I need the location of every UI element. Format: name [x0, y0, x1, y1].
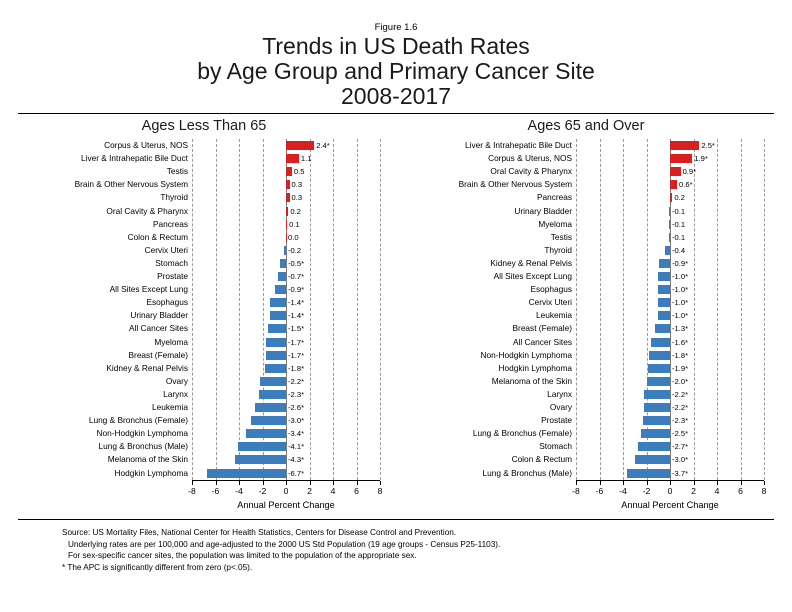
- chart-row: [400, 453, 764, 466]
- category-label: All Sites Except Lung: [109, 284, 188, 295]
- chart-row: [20, 205, 380, 218]
- x-tick-label: 8: [377, 485, 383, 496]
- chart-row: [20, 165, 380, 178]
- x-tick-label: 6: [738, 485, 743, 496]
- bar-value-label: 2.5*: [701, 141, 715, 150]
- category-label: Kidney & Renal Pelvis: [490, 257, 572, 268]
- panel-title-left: Ages Less Than 65: [141, 118, 267, 134]
- x-tick-label: 4: [330, 485, 336, 496]
- chart-row: [400, 388, 764, 401]
- x-tick: [717, 481, 718, 485]
- category-label: Larynx: [547, 388, 572, 399]
- bar-value-label: 2.4*: [316, 141, 330, 150]
- bar-value-label: 1.9*: [694, 154, 708, 164]
- category-label: Oral Cavity & Pharynx: [490, 166, 572, 177]
- x-tick: [380, 481, 381, 485]
- category-label: Hodgkin Lymphoma: [114, 467, 188, 478]
- bar: [670, 154, 692, 163]
- category-label: Hodgkin Lymphoma: [498, 362, 572, 373]
- category-label: Corpus & Uterus, NOS: [488, 153, 572, 164]
- bar: [669, 220, 670, 229]
- bar: [635, 455, 670, 464]
- category-label: Lung & Bronchus (Female): [88, 415, 188, 426]
- chart-row: [20, 414, 380, 427]
- bar-value-label: -6.7*: [288, 468, 305, 478]
- title-line-1: Trends in US Death Rates: [262, 33, 530, 59]
- bar-value-label: -0.5*: [288, 258, 305, 268]
- category-label: Lung & Bronchus (Male): [98, 441, 188, 452]
- bar-value-label: -1.0*: [672, 285, 689, 295]
- bar: [658, 272, 670, 281]
- bar-value-label: -4.3*: [288, 455, 305, 465]
- bar: [275, 285, 286, 294]
- bar: [286, 180, 290, 189]
- x-tick-label: 0: [283, 485, 289, 496]
- chart-row: [400, 309, 764, 322]
- category-label: Prostate: [541, 415, 572, 426]
- bar: [286, 154, 299, 163]
- category-label: Non-Hodgkin Lymphoma: [96, 428, 188, 439]
- bar-value-label: -0.9*: [672, 258, 689, 268]
- bar: [641, 429, 670, 438]
- category-label: Pancreas: [152, 218, 188, 229]
- chart-row: [400, 165, 764, 178]
- x-tick-label: -8: [572, 485, 580, 496]
- chart-row: [400, 440, 764, 453]
- bar: [280, 259, 286, 268]
- bar: [265, 364, 286, 373]
- chart-row: [20, 139, 380, 152]
- bar: [644, 390, 670, 399]
- x-tick-label: 2: [307, 485, 312, 496]
- bar-value-label: -1.3*: [672, 324, 689, 334]
- bar: [627, 469, 670, 478]
- bar-value-label: -0.1: [672, 232, 686, 242]
- bar-value-label: -0.9*: [288, 285, 305, 295]
- x-tick-label: -2: [258, 485, 267, 496]
- category-label: Thyroid: [160, 192, 188, 203]
- gridline: [380, 139, 382, 480]
- bar-value-label: -2.3*: [672, 416, 689, 426]
- title-line-2: by Age Group and Primary Cancer Site: [197, 58, 595, 84]
- x-tick-label: -4: [619, 485, 627, 496]
- category-label: Brain & Other Nervous System: [458, 179, 572, 190]
- x-tick-label: 0: [667, 485, 673, 496]
- bar: [235, 455, 286, 464]
- bar: [286, 220, 287, 229]
- chart-row: [400, 336, 764, 349]
- bar: [643, 416, 670, 425]
- bar-value-label: -1.8*: [672, 350, 689, 360]
- bar-value-label: 0.2: [674, 193, 685, 203]
- category-label: Kidney & Renal Pelvis: [106, 362, 188, 373]
- category-label: Myeloma: [538, 218, 572, 229]
- bar-value-label: -0.2: [288, 245, 302, 255]
- x-tick-label: 4: [714, 485, 720, 496]
- bar-value-label: -0.7*: [288, 272, 305, 281]
- bar-value-label: 1.1: [300, 154, 312, 164]
- chart-row: [20, 388, 380, 401]
- divider-top: [18, 113, 774, 114]
- category-label: Leukemia: [536, 310, 572, 321]
- category-label: Myeloma: [154, 336, 188, 347]
- x-tick: [600, 481, 601, 485]
- category-label: Larynx: [163, 388, 188, 399]
- bar-value-label: 0.9*: [682, 167, 697, 177]
- category-label: Colon & Rectum: [127, 231, 188, 242]
- x-tick: [647, 481, 648, 485]
- bar: [670, 193, 672, 202]
- bar-value-label: -1.7*: [288, 337, 305, 347]
- bar: [659, 259, 670, 268]
- category-label: Testis: [166, 166, 188, 177]
- chart-panel-65-over: [400, 118, 772, 514]
- category-label: Breast (Female): [128, 349, 188, 360]
- bar-value-label: 0.0: [288, 232, 299, 242]
- bar: [266, 351, 286, 360]
- bar-value-label: -2.2*: [672, 389, 689, 399]
- bar: [658, 311, 670, 320]
- chart-row: [20, 453, 380, 466]
- chart-row: [400, 322, 764, 335]
- category-label: Brain & Other Nervous System: [74, 179, 188, 190]
- footnote-significance: * The APC is significantly different from zero (p<.05).: [62, 562, 253, 572]
- bar-value-label: -2.2*: [288, 376, 305, 386]
- chart-panel-under-65: [20, 118, 388, 514]
- category-label: All Cancer Sites: [512, 336, 572, 347]
- bar: [286, 167, 292, 176]
- chart-row: [20, 322, 380, 335]
- x-tick-label: -2: [642, 485, 651, 496]
- chart-row: [20, 336, 380, 349]
- chart-row: [20, 283, 380, 296]
- bar-value-label: -3.0*: [288, 416, 305, 426]
- bar-value-label: -1.0*: [672, 311, 689, 321]
- chart-row: [20, 231, 380, 244]
- bar: [638, 442, 670, 451]
- bar-value-label: -3.4*: [288, 429, 305, 439]
- category-label: Melanoma of the Skin: [107, 454, 188, 465]
- footnote-source: Source: US Mortality Files, National Center for Health Statistics, Centers for Disease Control and Prevention.: [62, 528, 457, 537]
- bar-value-label: -1.9*: [672, 363, 689, 373]
- bar: [651, 338, 670, 347]
- bar: [669, 233, 670, 242]
- bar: [270, 298, 286, 307]
- bar-value-label: -1.7*: [288, 350, 305, 360]
- x-tick: [694, 481, 695, 485]
- bar: [658, 298, 670, 307]
- category-label: Thyroid: [544, 244, 572, 255]
- chart-row: [20, 467, 380, 480]
- chart-row: [400, 467, 764, 480]
- bar: [665, 246, 670, 255]
- chart-row: [400, 427, 764, 440]
- bar: [649, 351, 670, 360]
- bar: [278, 272, 286, 281]
- category-label: Melanoma of the Skin: [491, 375, 572, 386]
- footnotes: [62, 527, 500, 573]
- chart-row: [20, 257, 380, 270]
- category-label: All Cancer Sites: [128, 323, 188, 334]
- x-tick: [263, 481, 264, 485]
- x-tick-label: -4: [235, 485, 243, 496]
- chart-row: [20, 152, 380, 165]
- bar-value-label: -2.3*: [288, 389, 305, 399]
- chart-row: [400, 362, 764, 375]
- bar-value-label: -2.6*: [288, 403, 305, 412]
- bar: [260, 377, 286, 386]
- bar: [644, 403, 670, 412]
- x-tick: [192, 481, 193, 485]
- x-tick: [623, 481, 624, 485]
- chart-row: [400, 401, 764, 414]
- chart-row: [400, 231, 764, 244]
- bar-value-label: -3.0*: [672, 455, 689, 465]
- category-label: Esophagus: [530, 284, 572, 295]
- bar-value-label: -1.4*: [288, 311, 305, 321]
- x-tick: [357, 481, 358, 485]
- bar-value-label: -4.1*: [288, 442, 305, 452]
- divider-bottom: [18, 519, 774, 520]
- bar-value-label: 0.2: [290, 206, 301, 216]
- chart-row: [20, 244, 380, 257]
- chart-row: [20, 375, 380, 388]
- bar: [655, 324, 670, 333]
- x-tick: [310, 481, 311, 485]
- category-label: Leukemia: [152, 402, 188, 412]
- category-label: Oral Cavity & Pharynx: [106, 205, 188, 216]
- bar: [246, 429, 286, 438]
- chart-row: [400, 283, 764, 296]
- x-tick-label: -8: [188, 485, 196, 496]
- chart-row: [20, 309, 380, 322]
- chart-row: [400, 414, 764, 427]
- bar-value-label: 0.3: [291, 180, 303, 190]
- bar-value-label: -1.8*: [288, 363, 305, 373]
- bar: [266, 338, 286, 347]
- category-label: Liver & Intrahepatic Bile Duct: [465, 140, 572, 150]
- chart-row: [400, 139, 764, 152]
- category-label: Stomach: [155, 257, 188, 268]
- x-tick-label: -6: [595, 485, 604, 496]
- category-label: Corpus & Uterus, NOS: [104, 140, 188, 150]
- chart-row: [400, 244, 764, 257]
- chart-row: [20, 178, 380, 191]
- bar: [286, 233, 287, 242]
- category-label: Ovary: [165, 375, 188, 386]
- bar-value-label: -1.0*: [672, 272, 689, 281]
- footnote-sex-specific: For sex-specific cancer sites, the population was limited to the population of the appropriate sex.: [68, 551, 417, 561]
- chart-row: [400, 218, 764, 231]
- bar-value-label: -1.6*: [672, 337, 689, 347]
- category-label: Urinary Bladder: [130, 310, 188, 321]
- plot-area-right: [400, 139, 768, 514]
- footnote-rates: Underlying rates are per 100,000 and age-adjusted to the 2000 US Std Population (19 age groups - Census P25-1103).: [68, 539, 501, 549]
- bar-value-label: -0.1: [672, 219, 686, 229]
- bar: [286, 141, 314, 150]
- chart-row: [400, 205, 764, 218]
- category-label: Stomach: [539, 441, 572, 452]
- bar: [647, 377, 671, 386]
- x-tick-label: 2: [691, 485, 696, 496]
- category-label: Pancreas: [536, 192, 572, 203]
- chart-row: [400, 375, 764, 388]
- bar-value-label: -2.2*: [672, 403, 689, 412]
- chart-row: [20, 191, 380, 204]
- chart-row: [20, 349, 380, 362]
- x-tick: [670, 481, 671, 485]
- chart-row: [20, 427, 380, 440]
- bar: [268, 324, 286, 333]
- title-line-3: 2008-2017: [341, 83, 451, 109]
- bar: [286, 193, 290, 202]
- category-label: Colon & Rectum: [511, 454, 572, 465]
- bar-value-label: -1.5*: [288, 324, 305, 334]
- chart-row: [20, 401, 380, 414]
- bar: [670, 167, 681, 176]
- figure-number: Figure 1.6: [374, 22, 418, 33]
- bar: [670, 141, 699, 150]
- category-label: Testis: [550, 231, 572, 242]
- bar-value-label: -2.5*: [672, 429, 689, 439]
- x-tick: [576, 481, 577, 485]
- bar-value-label: -0.1: [672, 206, 686, 216]
- chart-row: [20, 362, 380, 375]
- bar: [259, 390, 286, 399]
- chart-row: [20, 440, 380, 453]
- bar: [284, 246, 286, 255]
- x-tick: [216, 481, 217, 485]
- chart-row: [400, 257, 764, 270]
- plot-area-left: [20, 139, 384, 514]
- category-label: Breast (Female): [512, 323, 572, 334]
- chart-row: [400, 152, 764, 165]
- bar-value-label: 0.3: [291, 193, 303, 203]
- bar: [286, 207, 288, 216]
- category-label: All Sites Except Lung: [493, 271, 572, 281]
- bar: [658, 285, 670, 294]
- chart-row: [400, 270, 764, 283]
- category-label: Non-Hodgkin Lymphoma: [480, 349, 572, 360]
- bar-value-label: 0.5: [293, 167, 305, 177]
- chart-row: [400, 191, 764, 204]
- chart-row: [400, 178, 764, 191]
- category-label: Ovary: [549, 402, 572, 412]
- page-title: [0, 34, 792, 109]
- bar-value-label: 0.6*: [679, 180, 693, 190]
- x-tick-label: 8: [761, 485, 767, 496]
- x-tick: [286, 481, 287, 485]
- category-label: Lung & Bronchus (Female): [472, 428, 572, 439]
- bar-value-label: 0.1: [289, 219, 300, 229]
- bar: [251, 416, 286, 425]
- bar: [270, 311, 286, 320]
- bar-value-label: -1.0*: [672, 298, 689, 308]
- bar-value-label: -3.7*: [672, 468, 689, 478]
- x-tick: [764, 481, 765, 485]
- category-label: Liver & Intrahepatic Bile Duct: [81, 153, 188, 164]
- bar: [238, 442, 286, 451]
- bar-value-label: -1.4*: [288, 298, 305, 308]
- x-tick: [333, 481, 334, 485]
- gridline: [764, 139, 766, 480]
- x-axis-title: Annual Percent Change: [621, 499, 719, 510]
- x-axis-title: Annual Percent Change: [237, 499, 335, 510]
- bar: [648, 364, 670, 373]
- category-label: Lung & Bronchus (Male): [482, 467, 572, 478]
- x-tick-label: 6: [354, 485, 359, 496]
- category-label: Urinary Bladder: [514, 205, 572, 216]
- bar: [669, 207, 670, 216]
- category-label: Cervix Uteri: [144, 244, 188, 255]
- chart-row: [20, 270, 380, 283]
- chart-row: [400, 349, 764, 362]
- chart-row: [400, 296, 764, 309]
- bar: [670, 180, 677, 189]
- chart-row: [20, 296, 380, 309]
- category-label: Cervix Uteri: [528, 297, 572, 308]
- x-tick: [239, 481, 240, 485]
- bar-value-label: -2.7*: [672, 442, 689, 452]
- bar: [207, 469, 286, 478]
- category-label: Prostate: [157, 271, 188, 281]
- category-label: Esophagus: [146, 297, 188, 308]
- chart-row: [20, 218, 380, 231]
- bar-value-label: -0.4: [672, 245, 686, 255]
- bar: [255, 403, 286, 412]
- x-tick-label: -6: [211, 485, 220, 496]
- bar-value-label: -2.0*: [672, 376, 689, 386]
- x-tick: [741, 481, 742, 485]
- panel-title-right: Ages 65 and Over: [527, 118, 645, 134]
